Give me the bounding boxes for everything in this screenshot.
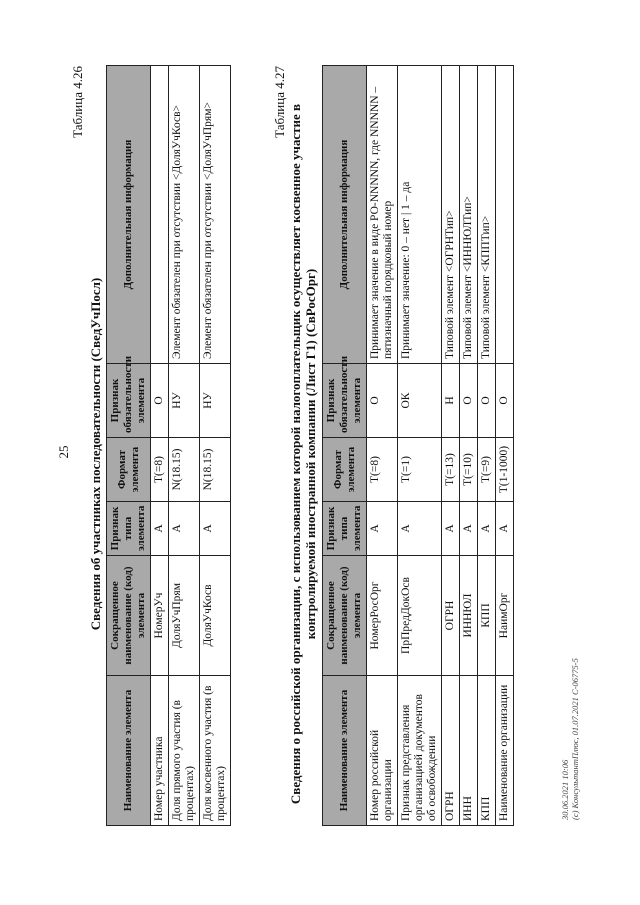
table1-title: Сведения об участниках последовательности (СведУчПосл) [88, 277, 103, 631]
table2-header-row [323, 66, 367, 826]
cell-info: Принимает значение: 0 – нет | 1 – да [398, 66, 442, 364]
table2-label: Таблица 4.27 [272, 66, 287, 138]
table2-title: Сведения о российской организации, с использованием которой налогоплательщик осуществляет косвенное участие в контролируемой иностранной компании (Лист Г1) (СвРосОрг) [288, 103, 318, 805]
cell-required: О [496, 364, 514, 438]
cell-format: Т(=1) [398, 438, 442, 502]
table2-header-name: Наименование элемента [323, 676, 367, 826]
table1-label: Таблица 4.26 [70, 66, 85, 138]
print-stamp [560, 658, 580, 820]
cell-format: Т(=8) [151, 438, 169, 502]
cell-format: Т(1-1000) [496, 438, 514, 502]
cell-code: ДоляУчПрям [169, 556, 200, 676]
cell-name: ОГРН [442, 676, 460, 826]
table1-header-format: Формат элемента [107, 438, 151, 502]
cell-name: Доля косвенного участия (в процентах) [200, 676, 231, 826]
cell-info: Типовой элемент <КППТип> [478, 66, 496, 364]
cell-required: О [151, 364, 169, 438]
table-row [151, 66, 169, 826]
cell-code: НомерРосОрг [367, 556, 398, 676]
table2-header-code: Сокращенное наименование (код) элемента [323, 556, 367, 676]
cell-info: Элемент обязателен при отсутствии <ДоляУчПрям> [200, 66, 231, 364]
cell-name: Признак представления организацией документов об освобождении [398, 676, 442, 826]
cell-name: Наименование организации [496, 676, 514, 826]
cell-code: ОГРН [442, 556, 460, 676]
table-row [478, 66, 496, 826]
cell-type: А [151, 502, 169, 556]
cell-format: Т(=10) [460, 438, 478, 502]
cell-type: А [496, 502, 514, 556]
table1-header-info: Дополнительная информация [107, 66, 151, 364]
table2-header-info: Дополнительная информация [323, 66, 367, 364]
table-row [367, 66, 398, 826]
cell-type: А [367, 502, 398, 556]
cell-code: КПП [478, 556, 496, 676]
table2-header-format: Формат элемента [323, 438, 367, 502]
page-number: 25 [56, 445, 71, 459]
table-row [442, 66, 460, 826]
cell-name: ИНН [460, 676, 478, 826]
cell-code: НаимОрг [496, 556, 514, 676]
cell-type: А [460, 502, 478, 556]
cell-name: КПП [478, 676, 496, 826]
cell-info: Элемент обязателен при отсутствии <ДоляУчКосв> [169, 66, 200, 364]
cell-required: ОК [398, 364, 442, 438]
table1-header-type: Признак типа элемента [107, 502, 151, 556]
cell-type: А [200, 502, 231, 556]
cell-required: НУ [169, 364, 200, 438]
cell-name: Доля прямого участия (в процентах) [169, 676, 200, 826]
cell-type: А [398, 502, 442, 556]
cell-code: ДоляУчКосв [200, 556, 231, 676]
cell-type: А [478, 502, 496, 556]
cell-required: Н [442, 364, 460, 438]
table1-header-required: Признак обязательности элемента [107, 364, 151, 438]
table2-header-type: Признак типа элемента [323, 502, 367, 556]
cell-required: НУ [200, 364, 231, 438]
cell-type: А [169, 502, 200, 556]
cell-format: Т(=9) [478, 438, 496, 502]
cell-format: N(18.15) [200, 438, 231, 502]
cell-type: А [442, 502, 460, 556]
cell-format: N(18.15) [169, 438, 200, 502]
cell-required: О [460, 364, 478, 438]
table-row [496, 66, 514, 826]
table-row [460, 66, 478, 826]
cell-code: ПрПредДокОсв [398, 556, 442, 676]
cell-code: НомерУч [151, 556, 169, 676]
cell-code: ИННЮЛ [460, 556, 478, 676]
table1-header-row [107, 66, 151, 826]
table-row [169, 66, 200, 826]
cell-info: Принимает значение в виде РО-NNNNN, где NNNNN – пятизначный порядковый номер [367, 66, 398, 364]
cell-name: Номер участника [151, 676, 169, 826]
table-row [398, 66, 442, 826]
cell-name: Номер российской организации [367, 676, 398, 826]
table1-header-name: Наименование элемента [107, 676, 151, 826]
cell-format: Т(=8) [367, 438, 398, 502]
stamp-line-2: (c) КонсультантПлюс, 01.07.2021 С-06775-5 [570, 658, 580, 820]
table1-header-code: Сокращенное наименование (код) элемента [107, 556, 151, 676]
table2 [322, 65, 514, 826]
cell-info [496, 66, 514, 364]
cell-format: Т(=13) [442, 438, 460, 502]
table1 [106, 65, 231, 826]
table-row [200, 66, 231, 826]
cell-required: О [478, 364, 496, 438]
cell-info: Типовой элемент <ИННЮЛТип> [460, 66, 478, 364]
cell-info [151, 66, 169, 364]
stamp-line-1: 30.06.2021 10:06 [560, 759, 570, 820]
cell-required: О [367, 364, 398, 438]
table2-header-required: Признак обязательности элемента [323, 364, 367, 438]
rotated-page [40, 32, 600, 872]
cell-info: Типовой элемент <ОГРНТип> [442, 66, 460, 364]
